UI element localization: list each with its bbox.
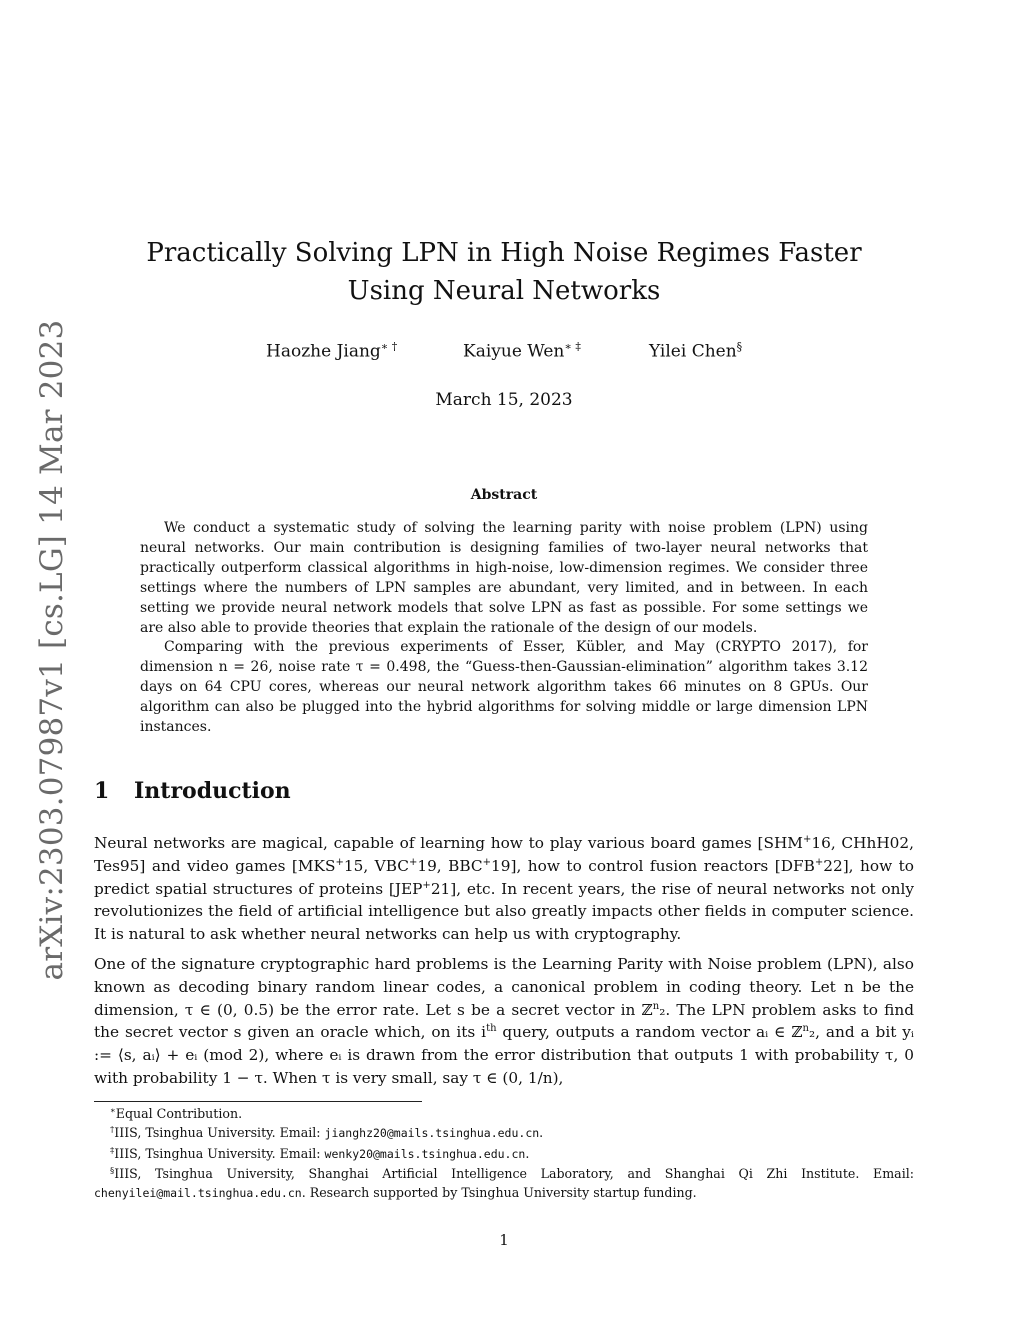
author-2-marks: ∗ ‡ [564, 340, 581, 353]
author-3-marks: § [736, 340, 743, 353]
author-1: Haozhe Jiang∗ † [266, 340, 398, 362]
author-1-marks: ∗ † [380, 340, 398, 353]
abstract-heading: Abstract [470, 487, 538, 503]
footnotes [94, 1104, 914, 1203]
footnote-1: ∗Equal Contribution. [110, 1105, 243, 1121]
footnote-4: §IIIS, Tsinghua University, Shanghai Artificial Intelligence Laboratory, and Shanghai Qi Zhi Institute. Email: chenyilei@mail.tsinghua.edu.cn. Research supported by Tsinghua University startup funding. [94, 1165, 914, 1201]
body-text [94, 832, 914, 1097]
email-link-2[interactable]: wenky20@mails.tsinghua.edu.cn [324, 1146, 526, 1161]
title-line-2: Using Neural Networks [347, 276, 661, 306]
paper-date: March 15, 2023 [435, 390, 573, 410]
footnote-rule [94, 1101, 422, 1102]
abstract [140, 519, 868, 738]
page-number: 1 [499, 1231, 509, 1249]
intro-paragraph-1: Neural networks are magical, capable of learning how to play various board games [SHM+16, CHhH02, Tes95] and video games [MKS+15, VBC+19, BBC+19], how to control fusion reactors [DFB+22], how to predict spatial structures of proteins [JEP+21], etc. In recent years, the rise of neural networks not only revolutionizes the field of artificial intelligence but also greatly impacts other fields in computer science. It is natural to ask whether neural networks can help us with cryptography. [94, 833, 914, 944]
email-link-3[interactable]: chenyilei@mail.tsinghua.edu.cn [94, 1186, 302, 1201]
section-number: 1 [94, 778, 110, 804]
abstract-paragraph-1: We conduct a systematic study of solving the learning parity with noise problem (LPN) using neural networks. Our main contribution is designing families of two-layer neural networks that practically outperform classical algorithms in high-noise, low-dimension regimes. We consider three settings where the numbers of LPN samples are abundant, very limited, and in between. In each setting we provide neural network models that solve LPN as fast as possible. For some settings we are also able to provide theories that explain the rationale of the design of our models. [140, 520, 868, 636]
email-link-1[interactable]: jianghz20@mails.tsinghua.edu.cn [324, 1126, 540, 1141]
footnote-3: ‡IIIS, Tsinghua University. Email: wenky20@mails.tsinghua.edu.cn. [110, 1145, 530, 1161]
abstract-paragraph-2: Comparing with the previous experiments of Esser, Kübler, and May (CRYPTO 2017), for dimension n = 26, noise rate τ = 0.498, the “Guess-then-Gaussian-elimination” algorithm takes 3.12 days on 64 CPU cores, whereas our neural network algorithm takes 66 minutes on 8 GPUs. Our algorithm can also be plugged into the hybrid algorithms for solving middle or large dimension LPN instances. [140, 639, 868, 736]
section-title: Introduction [134, 778, 291, 804]
author-2: Kaiyue Wen∗ ‡ [463, 340, 581, 362]
author-3: Yilei Chen§ [649, 340, 743, 362]
footnote-2: †IIIS, Tsinghua University. Email: jianghz20@mails.tsinghua.edu.cn. [110, 1125, 544, 1141]
intro-paragraph-2: One of the signature cryptographic hard problems is the Learning Parity with Noise problem (LPN), also known as decoding binary random linear codes, a canonical problem in coding theory. Let n be the dimension, τ ∈ (0, 0.5) be the error rate. Let s be a secret vector in ℤ$^n$₂. The LPN problem asks to find the secret vector s given an oracle which, on its $i^{th}$ query, outputs a random vector aᵢ ∈ ℤ$^n$₂, and a bit yᵢ := ⟨s, aᵢ⟩ + eᵢ (mod 2), where eᵢ is drawn from the error distribution that outputs 1 with probability τ, 0 with probability 1 − τ. When τ is very small, say τ ∈ (0, 1/n), [94, 954, 914, 1087]
section-heading [94, 778, 291, 804]
arxiv-identifier: arXiv:2303.07987v1 [cs.LG] 14 Mar 2023 [34, 319, 70, 981]
title-line-1: Practically Solving LPN in High Noise Regimes Faster [146, 238, 862, 268]
paper-title [0, 234, 1008, 310]
